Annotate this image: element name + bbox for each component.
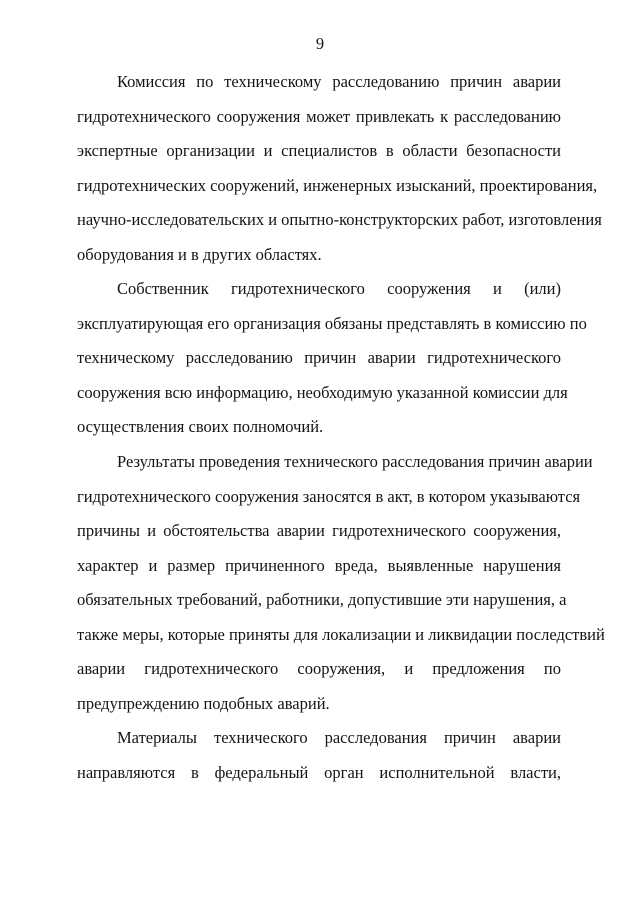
text-line: гидротехнического сооружения может привлекать к расследованию <box>77 106 561 126</box>
paragraph-materials-sent <box>77 721 561 790</box>
text-line: аварии гидротехнического сооружения, и предложения по <box>77 659 561 678</box>
paragraph-owner-obligations <box>77 272 587 445</box>
text-line: также меры, которые приняты для локализации и ликвидации последствий <box>77 624 605 644</box>
text-line: гидротехнических сооружений, инженерных изысканий, проектирования, <box>77 175 598 195</box>
paragraph-investigation-results <box>77 445 605 721</box>
text-line: техническому расследованию причин аварии гидротехнического <box>77 348 561 367</box>
text-line: гидротехнического сооружения заносятся в акт, в котором указываются <box>77 486 581 506</box>
text-line: направляются в федеральный орган исполнительной власти, <box>77 762 561 782</box>
text-line: Материалы технического расследования причин аварии <box>117 728 561 747</box>
text-line: оборудования и в других областях. <box>77 244 322 264</box>
text-line: Комиссия по техническому расследованию причин аварии <box>117 72 561 91</box>
text-line: Собственник гидротехнического сооружения и (или) <box>117 279 561 298</box>
text-line: экспертные организации и специалистов в области безопасности <box>77 141 561 160</box>
text-line: эксплуатирующая его организация обязаны представлять в комиссию по <box>77 313 587 333</box>
text-line: предупреждению подобных аварий. <box>77 693 330 713</box>
text-line: научно-исследовательских и опытно-конструкторских работ, изготовления <box>77 210 602 229</box>
text-line: сооружения всю информацию, необходимую указанной комиссии для <box>77 382 568 402</box>
text-line: характер и размер причиненного вреда, выявленные нарушения <box>77 555 561 575</box>
text-line: причины и обстоятельства аварии гидротехнического сооружения, <box>77 521 561 540</box>
text-line: Результаты проведения технического расследования причин аварии <box>117 452 593 471</box>
page-number: 9 <box>315 34 325 53</box>
text-line: осуществления своих полномочий. <box>77 417 324 436</box>
paragraph-commission-experts <box>77 65 602 272</box>
text-line: обязательных требований, работники, допустившие эти нарушения, а <box>77 590 567 609</box>
